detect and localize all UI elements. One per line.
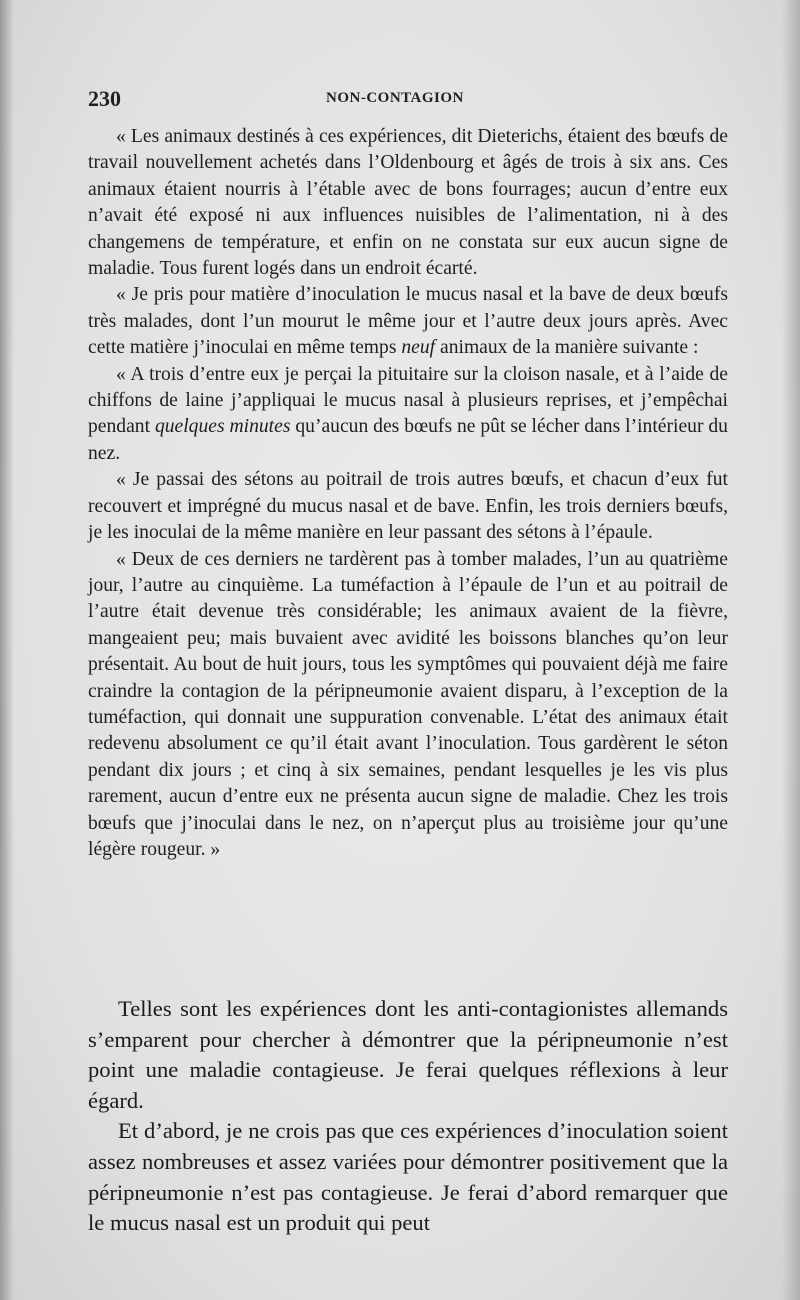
paragraph: « Je passai des sétons au poitrail de trois autres bœufs, et chacun d’eux fut recouvert et imprégné du mucus nasal et de bave. Enfin, les trois derniers bœufs, je les inoculai de la même manière en leur passant des sétons à l’épaule. xyxy=(88,469,728,544)
running-head: NON-CONTAGION xyxy=(326,90,464,106)
author-commentary xyxy=(88,994,728,1239)
paragraph xyxy=(88,362,728,468)
paragraph-text: « A trois d’entre eux je perçai la pituitaire sur la cloison nasale, et à l’aide de chiffons de laine j’appliquai le mucus nasal à plusieurs reprises, et j’empêchai pendant xyxy=(88,363,728,438)
paragraph: « Deux de ces derniers ne tardèrent pas à tomber malades, l’un au quatrième jour, l’autre au cinquième. La tuméfaction à l’épaule de l’un et au poitrail de l’autre était devenue très considérable; les animaux avaient de la fièvre, mangeaient peu; mais buvaient avec avidité les boissons blanches qu’on leur présentait. Au bout de huit jours, tous les symptômes qui pouvaient déjà me faire craindre la contagion de la péripneumonie avaient disparu, à l’exception de la tuméfaction, qui donnait une suppuration convenable. L’état des animaux était redevenu absolument ce qu’il était avant l’inoculation. Tous gardèrent le séton pendant dix jours ; et cinq à six semaines, pendant lesquelles je les vis plus rarement, aucun d’entre eux ne présenta aucun signe de maladie. Chez les trois bœufs que j’inoculai dans le nez, on n’aperçut plus au troisième jour qu’une légère rougeur. » xyxy=(88,548,728,860)
emphasized-text: neuf xyxy=(401,337,436,359)
quoted-passage xyxy=(88,124,728,863)
paragraph: Telles sont les expériences dont les anti-contagionistes allemands s’emparent pour chercher à démontrer que la péripneumonie n’est point une maladie contagieuse. Je ferai quelques réflexions à leur égard. xyxy=(88,996,728,1113)
emphasized-text: quelques minutes xyxy=(154,416,291,438)
paragraph: « Les animaux destinés à ces expériences, dit Dieterichs, étaient des bœufs de travail nouvellement achetés dans l’Oldenbourg et âgés de trois à six ans. Ces animaux étaient nourris à l’étable avec de bons fourrages; aucun d’entre eux n’avait été exposé ni aux influences nuisibles de l’alimentation, ni à des changemens de température, et enfin on ne constata sur eux aucun signe de maladie. Tous furent logés dans un endroit écarté. xyxy=(88,126,728,280)
page-edge-shadow xyxy=(782,0,800,1300)
page-header xyxy=(88,86,728,116)
page-number: 230 xyxy=(88,86,121,111)
paragraph: Et d’abord, je ne crois pas que ces expériences d’inoculation soient assez nombreuses et assez variées pour démontrer positivement que la péripneumonie n’est pas contagieuse. Je ferai d’abord remarquer que le mucus nasal est un produit qui peut xyxy=(88,1118,728,1236)
paragraph-text: animaux de la manière suivante : xyxy=(435,337,699,359)
paragraph-text: qu’aucun des bœufs ne pût se lécher dans l’intérieur du nez. xyxy=(88,416,728,464)
paragraph xyxy=(88,282,728,361)
binding-shadow xyxy=(0,0,14,1300)
paragraph-text: « Je pris pour matière d’inoculation le mucus nasal et la bave de deux bœufs très malades, dont l’un mourut le même jour et l’autre deux jours après. Avec cette matière j’inoculai en même temps xyxy=(88,284,728,359)
